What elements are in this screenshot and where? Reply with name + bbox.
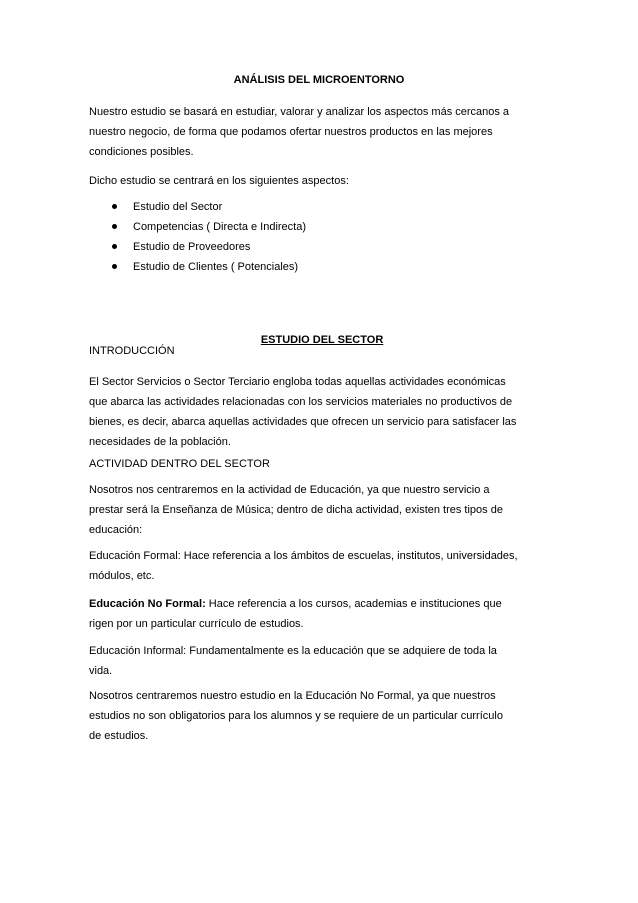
list-item-text: Competencias ( Directa e Indirecta) <box>133 221 307 233</box>
bullet-icon <box>112 204 117 209</box>
list-item-text: Estudio del Sector <box>133 201 223 213</box>
no-formal-paragraph <box>89 594 609 634</box>
aspects-list <box>89 197 589 277</box>
formal-line: Educación Formal: Hace referencia a los ámbitos de escuelas, institutos, universidades, <box>89 550 518 562</box>
actividad-paragraph <box>89 480 609 540</box>
actividad-line: educación: <box>89 524 143 536</box>
conclusion-line: de estudios. <box>89 730 149 742</box>
list-item-text: Estudio de Clientes ( Potenciales) <box>133 261 299 273</box>
informal-line: vida. <box>89 665 113 677</box>
informal-line: Educación Informal: Fundamentalmente es la educación que se adquiere de toda la <box>89 645 497 657</box>
document-title: ANÁLISIS DEL MICROENTORNO <box>233 74 405 86</box>
list-item <box>89 217 589 237</box>
bullet-icon <box>112 244 117 249</box>
actividad-heading: ACTIVIDAD DENTRO DEL SECTOR <box>89 458 270 470</box>
aspects-intro: Dicho estudio se centrará en los siguientes aspectos: <box>89 175 349 187</box>
actividad-line: prestar será la Enseñanza de Música; dentro de dicha actividad, existen tres tipos de <box>89 504 503 516</box>
no-formal-line <box>89 594 609 614</box>
sector-line: que abarca las actividades relacionadas con los servicios materiales no productivos de <box>89 396 513 408</box>
list-item <box>89 197 589 217</box>
bullet-icon <box>112 264 117 269</box>
sector-paragraph <box>89 372 609 452</box>
conclusion-line: Nosotros centraremos nuestro estudio en la Educación No Formal, ya que nuestros <box>89 690 496 702</box>
list-item-text: Estudio de Proveedores <box>133 241 251 253</box>
introduccion-heading: INTRODUCCIÓN <box>89 345 175 357</box>
no-formal-label: Educación No Formal: <box>89 598 206 610</box>
conclusion-paragraph <box>89 686 609 746</box>
formal-line: módulos, etc. <box>89 570 155 582</box>
intro-paragraph <box>89 102 609 162</box>
section-title <box>89 310 549 346</box>
no-formal-line: rigen por un particular currículo de estudios. <box>89 618 304 630</box>
sector-line: necesidades de la población. <box>89 436 231 448</box>
list-item <box>89 237 589 257</box>
list-item <box>89 257 589 277</box>
conclusion-line: estudios no son obligatorios para los alumnos y se requiere de un particular currículo <box>89 710 503 722</box>
sector-line: bienes, es decir, abarca aquellas actividades que ofrecen un servicio para satisfacer las <box>89 416 517 428</box>
informal-paragraph <box>89 641 609 681</box>
no-formal-text: Hace referencia a los cursos, academias e instituciones que <box>205 598 502 610</box>
intro-line: nuestro negocio, de forma que podamos ofertar nuestros productos en las mejores <box>89 126 493 138</box>
sector-line: El Sector Servicios o Sector Terciario engloba todas aquellas actividades económicas <box>89 376 506 388</box>
formal-paragraph <box>89 546 609 586</box>
bullet-icon <box>112 224 117 229</box>
section-title-text: ESTUDIO DEL SECTOR <box>260 334 384 346</box>
intro-line: Nuestro estudio se basará en estudiar, valorar y analizar los aspectos más cercanos a <box>89 106 510 118</box>
actividad-line: Nosotros nos centraremos en la actividad de Educación, ya que nuestro servicio a <box>89 484 490 496</box>
intro-line: condiciones posibles. <box>89 146 194 158</box>
